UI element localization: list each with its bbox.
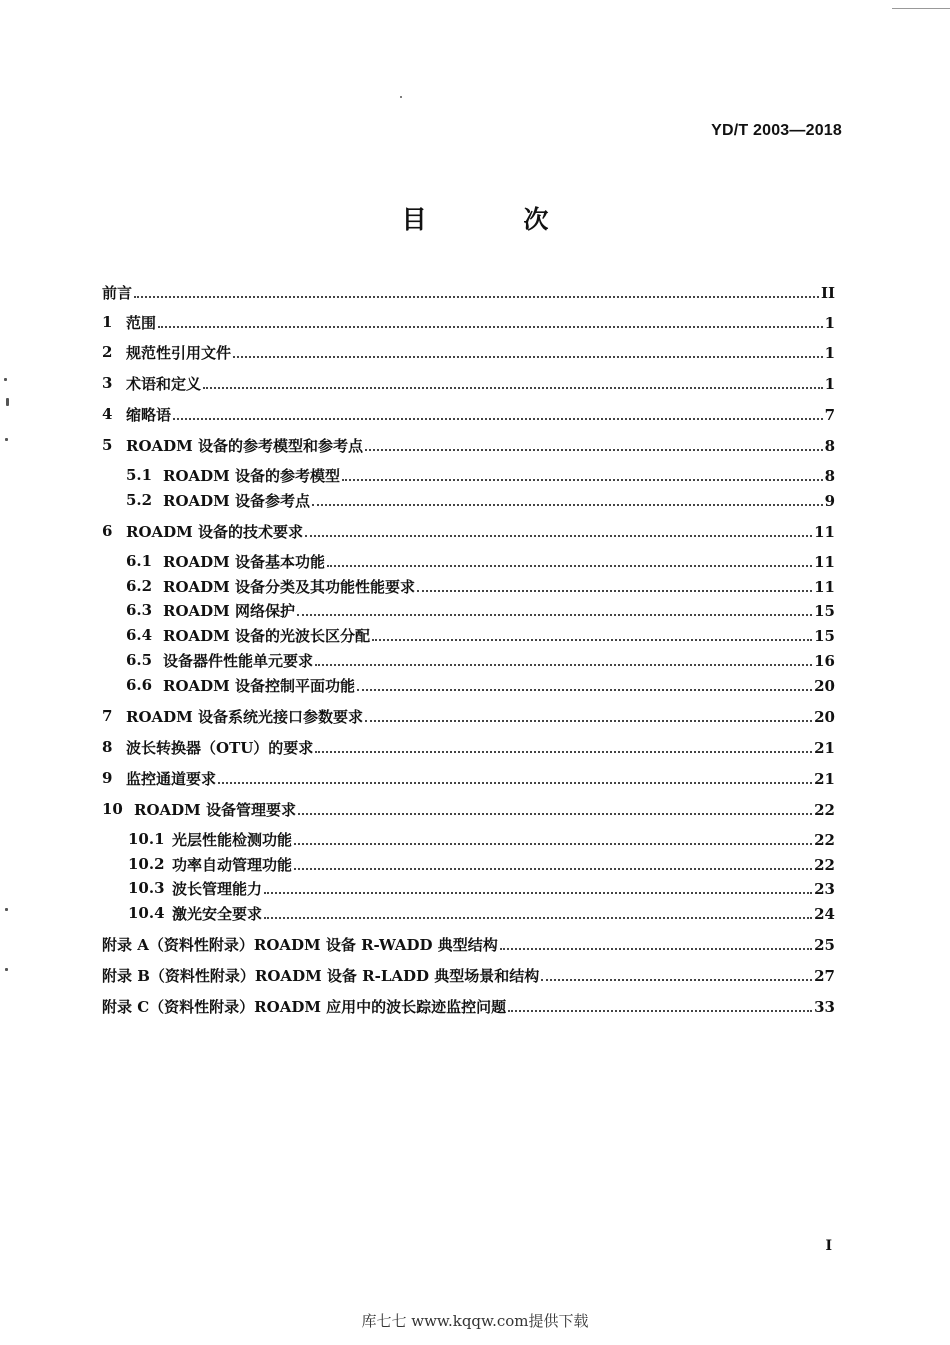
leader-dots bbox=[297, 600, 812, 616]
toc-appendix-a[interactable] bbox=[0, 934, 950, 954]
toc-entry[interactable] bbox=[0, 435, 950, 455]
toc-entry-page: 22 bbox=[814, 831, 835, 849]
toc-entry-foreword[interactable] bbox=[0, 282, 950, 302]
toc-entry-page: 25 bbox=[814, 936, 835, 954]
toc-entry[interactable] bbox=[0, 737, 950, 757]
toc-entry-page: 11 bbox=[814, 523, 835, 541]
toc-entry-number: 10.3 bbox=[128, 879, 165, 897]
toc-entry-page: 22 bbox=[814, 801, 835, 819]
toc-entry-number: 6.3 bbox=[126, 601, 153, 619]
toc-entry-label: ROADM 设备的参考模型 bbox=[163, 467, 341, 485]
toc-entry-page: 33 bbox=[814, 998, 835, 1016]
toc-entry[interactable] bbox=[0, 799, 950, 819]
leader-dots bbox=[218, 768, 812, 784]
toc-subentry[interactable] bbox=[0, 675, 950, 695]
toc-entry-label: 波长管理能力 bbox=[172, 880, 263, 898]
toc-entry-number: 6.4 bbox=[126, 626, 153, 644]
toc-entry-label: 波长转换器（OTU）的要求 bbox=[126, 739, 314, 757]
toc-entry-number: 7 bbox=[102, 707, 113, 725]
toc-entry-number: 6.6 bbox=[126, 676, 153, 694]
toc-entry-page: 21 bbox=[814, 739, 835, 757]
toc-entry-number: 2 bbox=[102, 343, 113, 361]
toc-entry-number: 3 bbox=[102, 374, 113, 392]
toc-entry-number: 10.1 bbox=[128, 830, 165, 848]
toc-entry-number: 6.2 bbox=[126, 577, 153, 595]
toc-entry-label: ROADM 设备控制平面功能 bbox=[163, 677, 356, 695]
toc-entry[interactable] bbox=[0, 373, 950, 393]
toc-entry[interactable] bbox=[0, 768, 950, 788]
toc-entry[interactable] bbox=[0, 521, 950, 541]
toc-entry-page: 7 bbox=[824, 406, 835, 424]
toc-entry-number: 10.4 bbox=[128, 904, 165, 922]
toc-entry-label: 附录 A（资料性附录）ROADM 设备 R-WADD 典型结构 bbox=[102, 936, 498, 954]
page-number: I bbox=[825, 1238, 832, 1254]
toc-subentry[interactable] bbox=[0, 829, 950, 849]
toc-entry-label: ROADM 设备的参考模型和参考点 bbox=[126, 437, 364, 455]
leader-dots bbox=[264, 878, 812, 894]
toc-entry-label: 前言 bbox=[102, 284, 133, 302]
leader-dots bbox=[173, 404, 823, 420]
leader-dots bbox=[342, 465, 823, 481]
toc-subentry[interactable] bbox=[0, 625, 950, 645]
toc-entry-label: ROADM 网络保护 bbox=[163, 602, 296, 620]
toc-entry-page: 24 bbox=[814, 905, 835, 923]
toc-entry-page: 11 bbox=[814, 578, 835, 596]
toc-entry-number: 1 bbox=[102, 313, 113, 331]
toc-subentry[interactable] bbox=[0, 650, 950, 670]
leader-dots bbox=[372, 625, 812, 641]
toc-subentry[interactable] bbox=[0, 576, 950, 596]
leader-dots bbox=[298, 799, 812, 815]
page-title: 目 次 bbox=[401, 205, 593, 234]
toc-entry-page: 22 bbox=[814, 856, 835, 874]
toc-entry-label: 激光安全要求 bbox=[172, 905, 263, 923]
toc-entry-number: 10 bbox=[102, 800, 123, 818]
leader-dots bbox=[294, 829, 812, 845]
toc-entry[interactable] bbox=[0, 342, 950, 362]
toc-subentry[interactable] bbox=[0, 878, 950, 898]
leader-dots bbox=[327, 551, 812, 567]
toc-entry-label: 功率自动管理功能 bbox=[172, 856, 293, 874]
toc-entry-page: 1 bbox=[824, 344, 835, 362]
toc-entry-number: 10.2 bbox=[128, 855, 165, 873]
toc-entry-page: 8 bbox=[824, 467, 835, 485]
toc-entry-label: 监控通道要求 bbox=[126, 770, 217, 788]
toc-entry-label: 光层性能检测功能 bbox=[172, 831, 293, 849]
download-watermark: 库七七 www.kqqw.com提供下载 bbox=[361, 1312, 589, 1330]
toc-entry-page: 16 bbox=[814, 652, 835, 670]
leader-dots bbox=[315, 650, 812, 666]
toc-entry-label: ROADM 设备系统光接口参数要求 bbox=[126, 708, 364, 726]
leader-dots bbox=[315, 737, 812, 753]
toc-subentry[interactable] bbox=[0, 490, 950, 510]
leader-dots bbox=[500, 934, 812, 950]
leader-dots bbox=[365, 435, 823, 451]
toc-entry[interactable] bbox=[0, 404, 950, 424]
toc-entry-page: 15 bbox=[814, 602, 835, 620]
toc-entry-label: ROADM 设备的光波长区分配 bbox=[163, 627, 371, 645]
toc-entry-label: 缩略语 bbox=[126, 406, 172, 424]
leader-dots bbox=[203, 373, 823, 389]
toc-entry-page: II bbox=[820, 284, 835, 302]
toc-subentry[interactable] bbox=[0, 465, 950, 485]
toc-subentry[interactable] bbox=[0, 903, 950, 923]
toc-subentry[interactable] bbox=[0, 551, 950, 571]
toc-entry-label: 范围 bbox=[126, 314, 157, 332]
toc-entry-page: 11 bbox=[814, 553, 835, 571]
leader-dots bbox=[312, 490, 823, 506]
toc-entry-number: 4 bbox=[102, 405, 113, 423]
leader-dots bbox=[365, 706, 812, 722]
leader-dots bbox=[417, 576, 812, 592]
scan-speck bbox=[400, 96, 402, 98]
toc-entry-page: 1 bbox=[824, 375, 835, 393]
toc-entry-number: 5.1 bbox=[126, 466, 153, 484]
toc-entry-label: ROADM 设备参考点 bbox=[163, 492, 311, 510]
toc-entry-page: 23 bbox=[814, 880, 835, 898]
leader-dots bbox=[233, 342, 823, 358]
toc-entry-number: 6.5 bbox=[126, 651, 153, 669]
leader-dots bbox=[134, 282, 819, 298]
toc-entry-label: 术语和定义 bbox=[126, 375, 202, 393]
standard-code: YD/T 2003—2018 bbox=[711, 122, 842, 139]
toc-entry-page: 20 bbox=[814, 677, 835, 695]
leader-dots bbox=[264, 903, 812, 919]
toc-entry-number: 5 bbox=[102, 436, 113, 454]
toc-subentry[interactable] bbox=[0, 600, 950, 620]
toc-entry-label: 附录 B（资料性附录）ROADM 设备 R-LADD 典型场景和结构 bbox=[102, 967, 540, 985]
toc-entry-label: ROADM 设备的技术要求 bbox=[126, 523, 304, 541]
leader-dots bbox=[158, 312, 823, 328]
toc-subentry[interactable] bbox=[0, 854, 950, 874]
toc-entry-label: ROADM 设备分类及其功能性能要求 bbox=[163, 578, 416, 596]
toc-entry-number: 8 bbox=[102, 738, 113, 756]
toc-entry-page: 20 bbox=[814, 708, 835, 726]
toc-entry-number: 6.1 bbox=[126, 552, 153, 570]
leader-dots bbox=[305, 521, 812, 537]
toc-entry-label: 附录 C（资料性附录）ROADM 应用中的波长踪迹监控问题 bbox=[102, 998, 507, 1016]
leader-dots bbox=[508, 996, 812, 1012]
toc-entry[interactable] bbox=[0, 706, 950, 726]
toc-entry-page: 8 bbox=[824, 437, 835, 455]
toc-entry-label: 设备器件性能单元要求 bbox=[163, 652, 314, 670]
toc-entry-page: 27 bbox=[814, 967, 835, 985]
toc-entry-page: 15 bbox=[814, 627, 835, 645]
toc-appendix-c[interactable] bbox=[0, 996, 950, 1016]
toc-entry-label: 规范性引用文件 bbox=[126, 344, 232, 362]
toc-entry-label: ROADM 设备管理要求 bbox=[134, 801, 297, 819]
toc-entry-page: 9 bbox=[824, 492, 835, 510]
toc-entry-number: 5.2 bbox=[126, 491, 153, 509]
toc-entry[interactable] bbox=[0, 312, 950, 332]
scan-edge-line bbox=[892, 8, 950, 9]
toc-entry-number: 9 bbox=[102, 769, 113, 787]
toc-entry-number: 6 bbox=[102, 522, 113, 540]
leader-dots bbox=[357, 675, 812, 691]
leader-dots bbox=[294, 854, 812, 870]
toc-entry-page: 21 bbox=[814, 770, 835, 788]
toc-entry-label: ROADM 设备基本功能 bbox=[163, 553, 326, 571]
leader-dots bbox=[541, 965, 812, 981]
toc-entry-page: 1 bbox=[824, 314, 835, 332]
toc-appendix-b[interactable] bbox=[0, 965, 950, 985]
